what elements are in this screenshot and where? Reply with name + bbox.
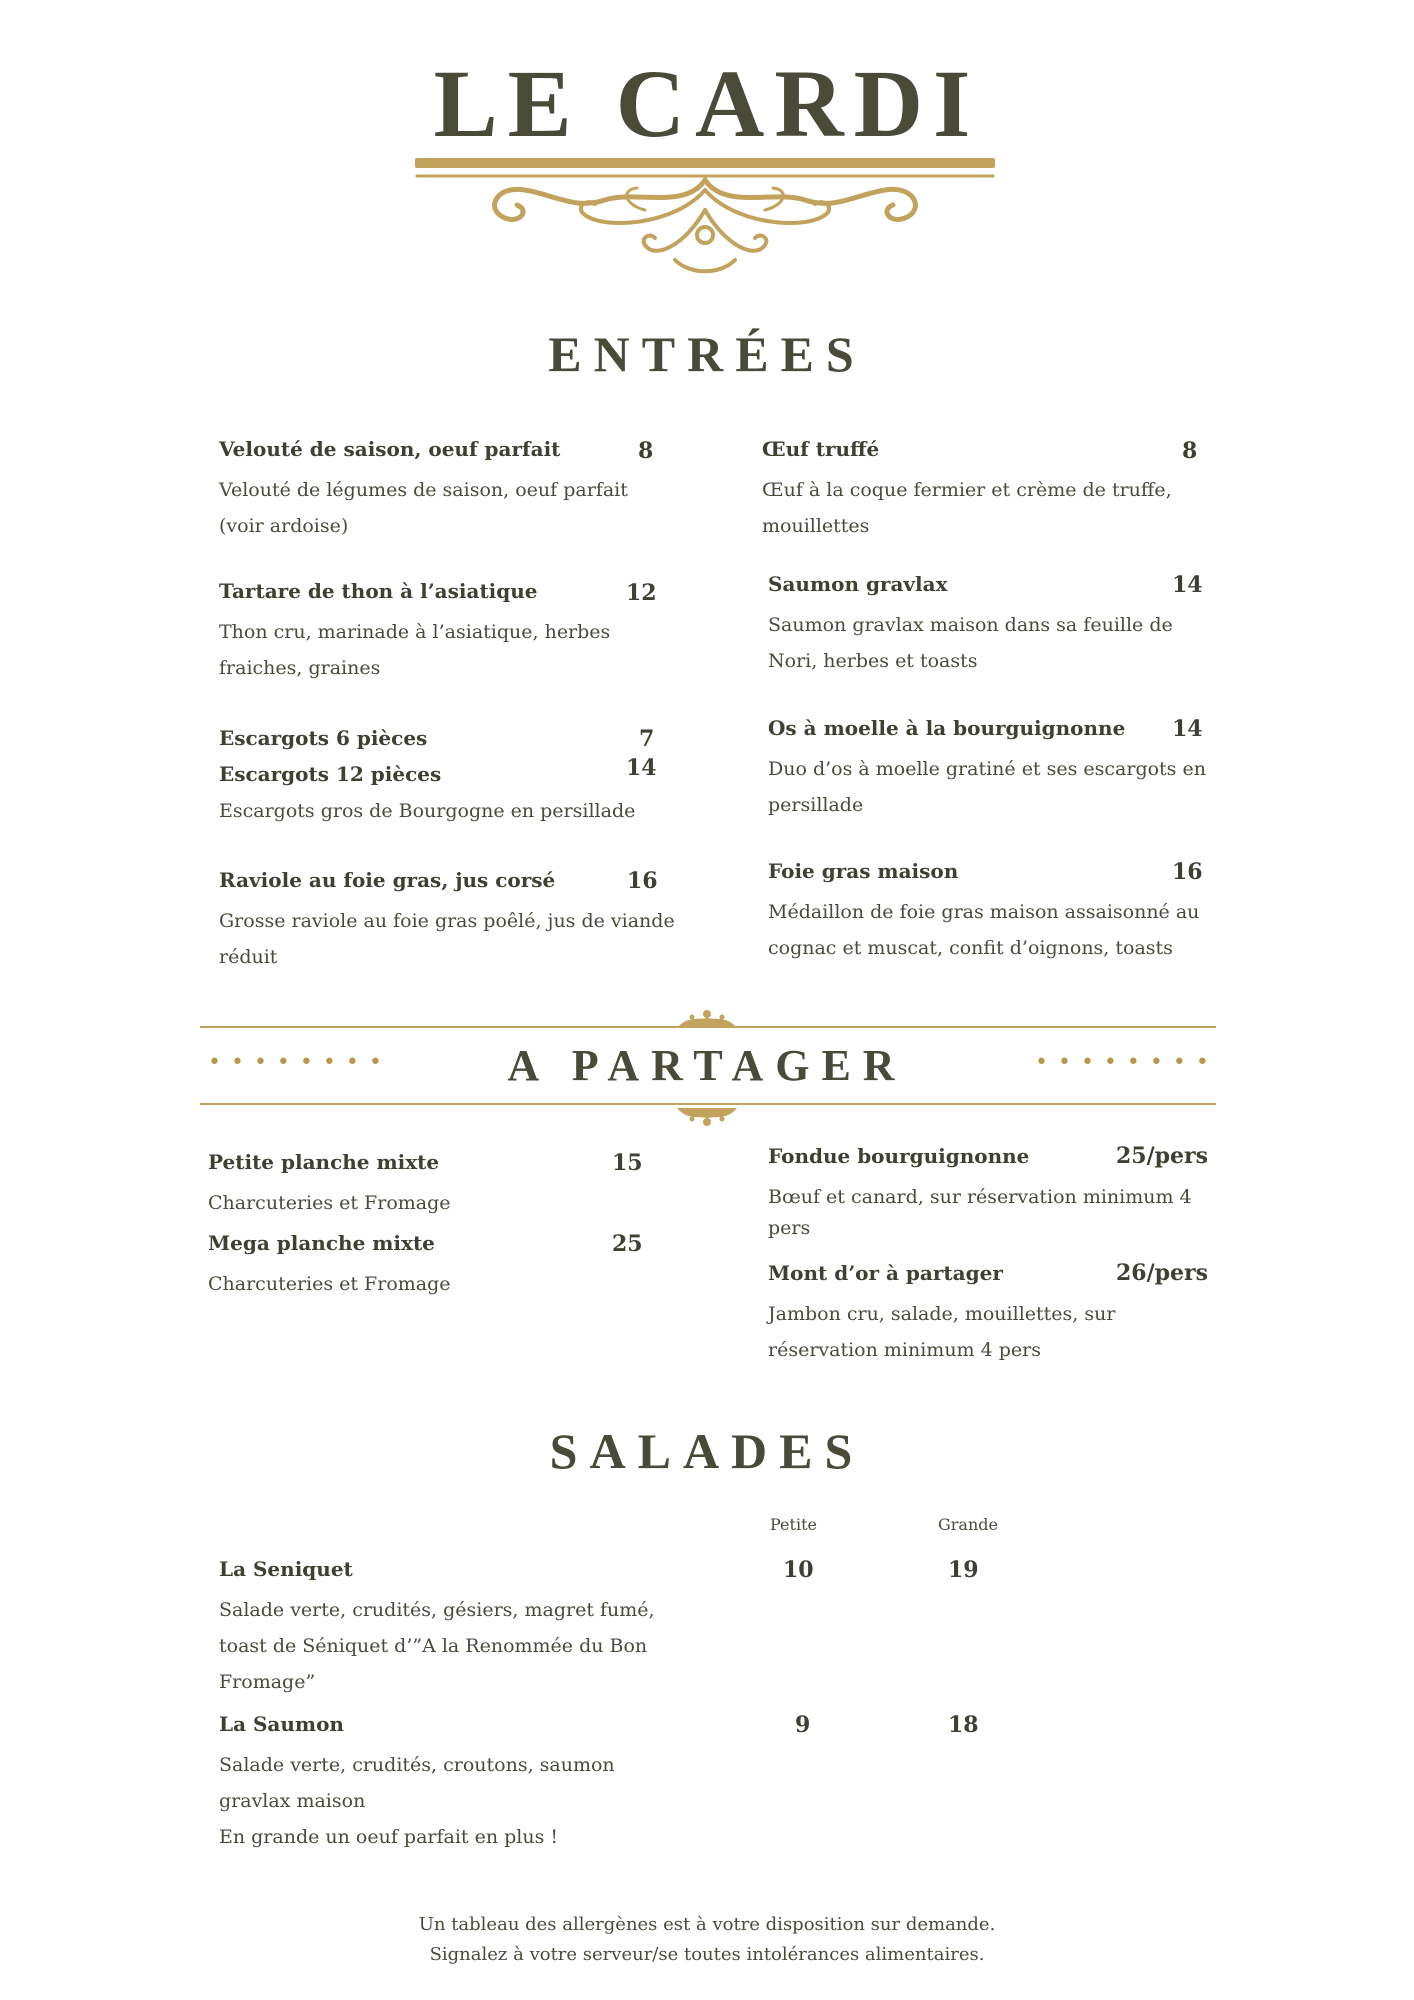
item-desc: Salade verte, crudités, croutons, saumon gravlax maison En grande un oeuf parfait en plus ! xyxy=(219,1754,615,1848)
column-header-large: Grande xyxy=(938,1515,998,1534)
footer-note: Un tableau des allergènes est à votre disposition sur demande. Signalez à votre serveur/se toutes intolérances alimentaires. xyxy=(418,1914,996,1965)
item-price: 26/pers xyxy=(1116,1260,1209,1286)
item-price: 16 xyxy=(627,868,658,894)
item-price: 14 xyxy=(626,755,657,781)
item-name: Mega planche mixte xyxy=(208,1231,435,1255)
item-price: 8 xyxy=(1182,438,1198,464)
item-desc: Duo d’os à moelle gratiné et ses escargots en persillade xyxy=(768,758,1206,816)
dots-decoration-left: •••••••• xyxy=(208,1050,392,1075)
item-price: 14 xyxy=(1172,572,1203,598)
scroll-ornament-icon xyxy=(405,150,1005,289)
section-title-salades: SALADES xyxy=(549,1423,865,1479)
item-name: Tartare de thon à l’asiatique xyxy=(219,579,538,603)
section-title-entrees: ENTRÉES xyxy=(548,326,866,382)
item-desc: Saumon gravlax maison dans sa feuille de Nori, herbes et toasts xyxy=(768,614,1173,672)
item-price: 25/pers xyxy=(1116,1143,1209,1169)
item-name: Mont d’or à partager xyxy=(768,1261,1003,1285)
item-desc: Charcuteries et Fromage xyxy=(208,1192,451,1214)
item-name: Velouté de saison, oeuf parfait xyxy=(219,437,561,461)
section-title-partager: A PARTAGER xyxy=(507,1041,907,1090)
item-price-small: 10 xyxy=(783,1557,814,1583)
item-name: Saumon gravlax xyxy=(768,572,948,596)
item-price: 8 xyxy=(638,438,654,464)
item-name: Œuf truffé xyxy=(762,437,880,461)
item-name: La Saumon xyxy=(219,1712,344,1736)
item-price: 14 xyxy=(1172,716,1203,742)
item-name: Escargots 12 pièces xyxy=(219,762,442,786)
item-price: 25 xyxy=(612,1231,643,1257)
crown-ornament-icon xyxy=(672,1106,742,1132)
item-price-large: 19 xyxy=(948,1557,979,1583)
item-price-small: 9 xyxy=(795,1712,811,1738)
item-desc: Charcuteries et Fromage xyxy=(208,1273,451,1295)
item-name: Foie gras maison xyxy=(768,859,959,883)
crown-ornament-icon xyxy=(672,1008,742,1034)
item-price: 16 xyxy=(1172,859,1203,885)
dots-decoration-right: •••••••• xyxy=(1035,1050,1219,1075)
item-desc: Grosse raviole au foie gras poêlé, jus de viande réduit xyxy=(219,910,675,968)
item-desc: Escargots gros de Bourgogne en persillade xyxy=(219,800,636,822)
item-name: Raviole au foie gras, jus corsé xyxy=(219,868,556,892)
item-price: 7 xyxy=(639,726,655,752)
item-desc: Œuf à la coque fermier et crème de truffe, mouillettes xyxy=(762,479,1172,537)
restaurant-title: LE CARDI xyxy=(433,50,981,157)
divider-bottom xyxy=(200,1103,1216,1105)
item-desc: Salade verte, crudités, gésiers, magret fumé, toast de Séniquet d’”A la Renommée du Bon Fromage” xyxy=(219,1599,655,1693)
item-desc: Velouté de légumes de saison, oeuf parfait (voir ardoise) xyxy=(219,479,628,537)
item-name: Escargots 6 pièces xyxy=(219,726,428,750)
item-name: Fondue bourguignonne xyxy=(768,1144,1030,1168)
item-name: Os à moelle à la bourguignonne xyxy=(768,716,1126,740)
item-desc: Thon cru, marinade à l’asiatique, herbes fraiches, graines xyxy=(219,621,611,679)
item-desc: Bœuf et canard, sur réservation minimum 4 pers xyxy=(768,1186,1192,1239)
item-name: Petite planche mixte xyxy=(208,1150,440,1174)
item-price: 15 xyxy=(612,1150,643,1176)
item-price-large: 18 xyxy=(948,1712,979,1738)
item-price: 12 xyxy=(626,580,657,606)
item-desc: Jambon cru, salade, mouillettes, sur réservation minimum 4 pers xyxy=(768,1303,1116,1361)
column-header-small: Petite xyxy=(770,1515,817,1534)
item-name: La Seniquet xyxy=(219,1557,353,1581)
item-desc: Médaillon de foie gras maison assaisonné au cognac et muscat, confit d’oignons, toasts xyxy=(768,901,1200,959)
